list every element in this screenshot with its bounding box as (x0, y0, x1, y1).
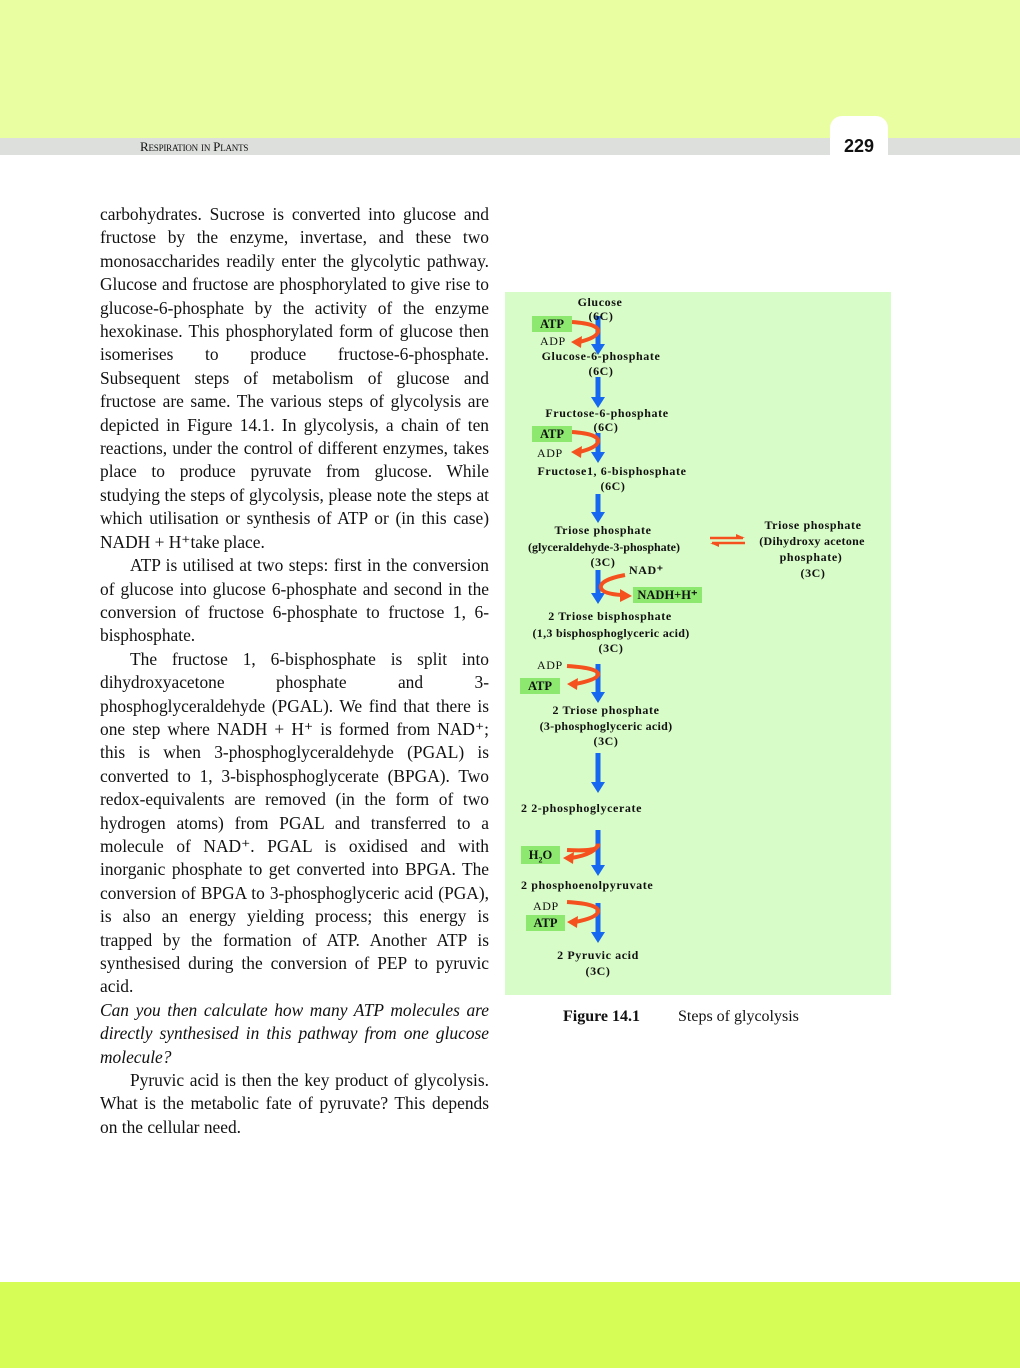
running-head: Respiration in Plants (140, 139, 249, 154)
side-arrowhead (620, 589, 632, 602)
h2o-h: H (528, 848, 539, 862)
figure-caption-label: Figure 14.1 (563, 1008, 641, 1025)
flow-arrowhead (591, 593, 605, 604)
label-pyruvic-acid: 2 Pyruvic acid (557, 948, 639, 962)
atp-badge: ATP (532, 316, 572, 332)
label-nad: NAD⁺ (629, 563, 664, 577)
flow-arrowhead (591, 692, 605, 703)
equilibrium-arrowhead (710, 543, 719, 547)
label-carbon: (6C) (588, 309, 614, 323)
label-fructose-bisphosphate: Fructose1, 6-bisphosphate (537, 464, 687, 478)
atp-badge: ATP (532, 426, 572, 442)
side-arrow (567, 902, 598, 922)
side-arrow (572, 322, 598, 342)
h2o-subscript: 2 (538, 855, 543, 865)
label-phosphoglyceric-acid: (3-phosphoglyceric acid) (539, 719, 673, 733)
label-phosphoenolpyruvate: 2 phosphoenolpyruvate (521, 878, 654, 892)
label-carbon: (6C) (593, 420, 619, 434)
label-glucose: Glucose (577, 295, 623, 309)
label-dihydroxy-acetone: (Dihydroxy acetone (759, 534, 865, 548)
atp-badge: ATP (526, 915, 565, 931)
atp-badge: ATP (520, 678, 560, 694)
label-triose-phosphate-dhap: Triose phosphate (764, 518, 862, 532)
flow-arrowhead (591, 512, 605, 523)
label-adp: ADP (540, 334, 566, 348)
label-2-phosphoglycerate: 2 2-phosphoglycerate (521, 801, 642, 815)
flow-arrowhead (591, 782, 605, 793)
label-triose-phosphate: Triose phosphate (554, 523, 652, 537)
label-carbon: (3C) (800, 566, 826, 580)
label-fructose-6-phosphate: Fructose-6-phosphate (545, 406, 669, 420)
label-carbon: (6C) (600, 479, 626, 493)
side-arrowhead (567, 916, 578, 928)
flow-arrowhead (591, 932, 605, 943)
label-triose-bisphosphate: 2 Triose bisphosphate (548, 609, 672, 623)
paragraph: carbohydrates. Sucrose is converted into glucose and fructose by the enzyme, invertase, and these two monosaccharides readily enter the glycolytic pathway. Glucose and fructose are phosphorylated to give rise to glucose-6-phosphate by the activity of the enzyme hexokinase. This phosphorylated form of glucose then isomerises to produce fructose-6-phosphate. Subsequent steps of metabolism of glucose and fructose are same. The various steps of glycolysis are depicted in Figure 14.1. In glycolysis, a chain of ten reactions, under the control of different enzymes, takes place to produce pyruvate from glucose. While studying the steps of glycolysis, please note the steps at which utilisation or synthesis of ATP or (in this case) NADH + H⁺take place. (100, 204, 489, 552)
label-carbon: (3C) (598, 641, 624, 655)
side-arrowhead (571, 446, 582, 458)
flow-arrowhead (591, 865, 605, 876)
figure-caption-text: Steps of glycolysis (678, 1008, 799, 1025)
label-glyceraldehyde-3-phosphate: (glyceraldehyde-3-phosphate) (528, 540, 680, 554)
question-text: Can you then calculate how many ATP molecules are directly synthesised in this pathway from one glucose molecule? (100, 999, 489, 1067)
paragraph: ATP is utilised at two steps: first in the conversion of glucose into glucose 6-phosphate and second in the conversion of fructose 6-phosphate to fructose 1, 6-bisphosphate. (100, 555, 489, 646)
label-phosphate: phosphate) (779, 550, 843, 564)
label-triose-phosphate-2: 2 Triose phosphate (552, 703, 660, 717)
label-carbon: (3C) (590, 555, 616, 569)
nadh-badge: NADH+H⁺ (633, 587, 702, 603)
equilibrium-arrowhead (736, 534, 745, 538)
side-arrowhead (571, 336, 582, 348)
side-arrow (567, 666, 598, 684)
label-glucose-6-phosphate: Glucose-6-phosphate (541, 349, 661, 363)
paragraph: Pyruvic acid is then the key product of glycolysis. What is the metabolic fate of pyruvate? This depends on the cellular need. (100, 1070, 489, 1137)
label-carbon: (3C) (593, 734, 619, 748)
side-arrowhead (563, 852, 574, 864)
label-carbon: (6C) (588, 364, 614, 378)
page-number: 229 (843, 136, 875, 156)
side-arrow (572, 432, 598, 452)
glycolysis-figure (505, 292, 891, 995)
h2o-o: O (542, 848, 553, 862)
label-adp: ADP (533, 899, 559, 913)
bottom-band (0, 1282, 1020, 1368)
label-adp: ADP (537, 446, 563, 460)
water-badge (521, 846, 560, 864)
body-text (100, 203, 489, 1139)
label-adp: ADP (537, 658, 563, 672)
flow-arrowhead (591, 452, 605, 463)
label-carbon: (3C) (585, 964, 611, 978)
label-bisphosphoglyceric-acid: (1,3 bisphosphoglyceric acid) (532, 626, 690, 640)
paragraph: The fructose 1, 6-bisphosphate is split into dihydroxyacetone phosphate and 3-phosphoglyceraldehyde (PGAL). We find that there is one step where NADH + H⁺ is formed from NAD⁺; this is when 3-phosphoglyceraldehyde (PGAL) is converted to 1, 3-bisphosphoglycerate (BPGA). Two redox-equivalents are removed (in the form of two hydrogen atoms) from PGAL and transferred to a molecule of NAD⁺. PGAL is oxidised and with inorganic phosphate to get converted into BPGA. The conversion of BPGA to 3-phosphoglyceric acid (PGA), is also an energy yielding process; this energy is trapped by the formation of ATP. Another ATP is synthesised during the conversion of PEP to pyruvic acid. (100, 648, 489, 997)
side-arrowhead (567, 678, 578, 690)
